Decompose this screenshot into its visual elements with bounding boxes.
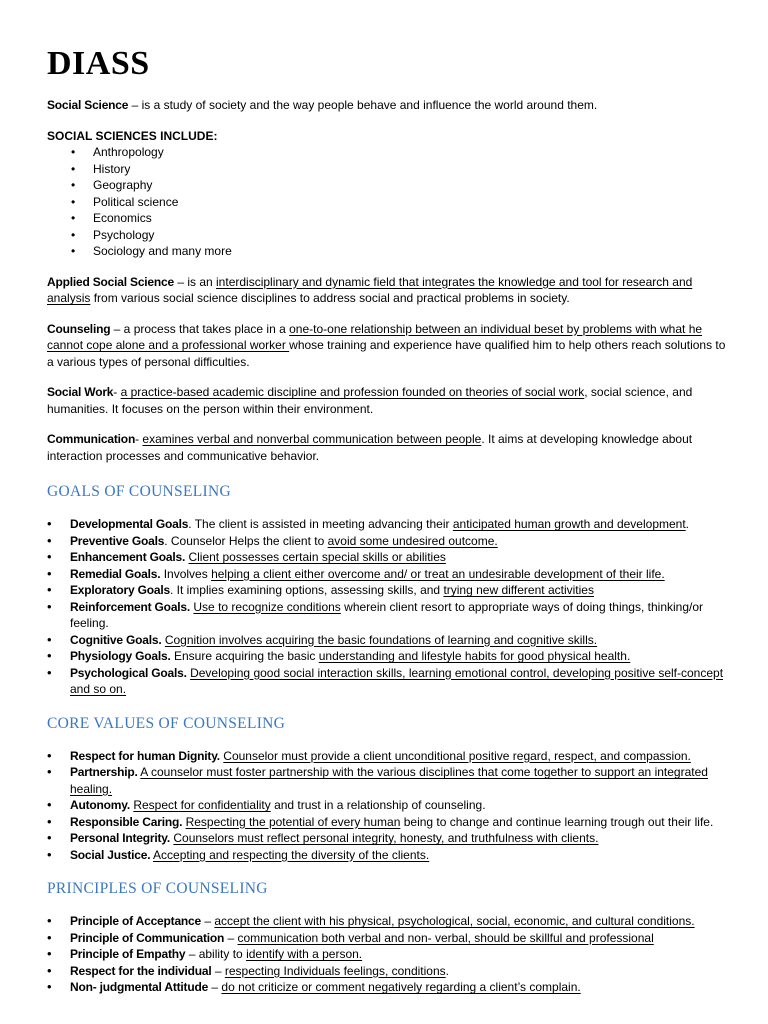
- list-item: • Cognitive Goals. Cognition involves acquiring the basic foundations of learning and cognitive skills.: [47, 632, 727, 649]
- list-item: • Psychology: [47, 227, 727, 244]
- document-page: [47, 44, 727, 1012]
- list-item: • Geography: [47, 177, 727, 194]
- applied-social-science-definition: Applied Social Science – is an interdisciplinary and dynamic field that integrates the knowledge and tool for research and analysis from various social science disciplines to address social and practical problems in society.: [47, 274, 693, 305]
- list-item: • Personal Integrity. Counselors must reflect personal integrity, honesty, and truthfulness with clients.: [47, 830, 727, 847]
- list-item: • Sociology and many more: [47, 243, 727, 260]
- list-item: • Anthropology: [47, 144, 727, 161]
- list-item: • Economics: [47, 210, 727, 227]
- social-sciences-list: [47, 144, 727, 260]
- list-item: • Principle of Communication – communication both verbal and non- verbal, should be skillful and professional: [47, 930, 727, 947]
- social-sciences-include-heading: SOCIAL SCIENCES INCLUDE:: [47, 128, 218, 143]
- list-item: • Psychological Goals. Developing good social interaction skills, learning emotional control, developing positive self-concept and so on.: [47, 665, 727, 698]
- principles-list: [47, 913, 727, 996]
- list-item: • Remedial Goals. Involves helping a client either overcome and/ or treat an undesirable development of their life.: [47, 566, 727, 583]
- counseling-definition: Counseling – a process that takes place in a one-to-one relationship between an individual beset by problems with what he cannot cope alone and a professional worker whose training and experience have qualified him to help others reach solutions to a various types of personal difficulties.: [47, 321, 726, 369]
- list-item: • Responsible Caring. Respecting the potential of every human being to change and continue learning trough out their life.: [47, 814, 727, 831]
- list-item: • Political science: [47, 194, 727, 211]
- list-item: • Principle of Empathy – ability to identify with a person.: [47, 946, 727, 963]
- page-title: DIASS: [47, 45, 150, 82]
- list-item: • Exploratory Goals. It implies examining options, assessing skills, and trying new different activities: [47, 582, 727, 599]
- goals-heading: GOALS OF COUNSELING: [47, 483, 231, 500]
- list-item: • Principle of Acceptance – accept the client with his physical, psychological, social, economic, and cultural conditions.: [47, 913, 727, 930]
- list-item: • Social Justice. Accepting and respecting the diversity of the clients.: [47, 847, 727, 864]
- list-item: • Respect for the individual – respecting Individuals feelings, conditions.: [47, 963, 727, 980]
- list-item: • Physiology Goals. Ensure acquiring the basic understanding and lifestyle habits for good physical health.: [47, 648, 727, 665]
- communication-definition: Communication- examines verbal and nonverbal communication between people. It aims at developing knowledge about interaction processes and communicative behavior.: [47, 432, 693, 463]
- list-item: • Non- judgmental Attitude – do not criticize or comment negatively regarding a client’s complain.: [47, 979, 727, 996]
- list-item: • Autonomy. Respect for confidentiality and trust in a relationship of counseling.: [47, 797, 727, 814]
- principles-heading: PRINCIPLES OF COUNSELING: [47, 880, 268, 897]
- list-item: • History: [47, 161, 727, 178]
- core-values-heading: CORE VALUES OF COUNSELING: [47, 714, 286, 732]
- social-science-definition: Social Science – is a study of society and the way people behave and influence the world around them.: [47, 98, 598, 112]
- list-item: • Partnership. A counselor must foster partnership with the various disciplines that come together to support an integrated healing.: [47, 764, 727, 797]
- social-work-definition: Social Work- a practice-based academic discipline and profession founded on theories of social work, social science, and humanities. It focuses on the person within their environment.: [47, 385, 693, 416]
- list-item: • Enhancement Goals. Client possesses certain special skills or abilities: [47, 549, 727, 566]
- list-item: • Developmental Goals. The client is assisted in meeting advancing their anticipated human growth and development.: [47, 516, 727, 533]
- list-item: • Reinforcement Goals. Use to recognize conditions wherein client resort to appropriate ways of doing things, thinking/or feeling.: [47, 599, 727, 632]
- goals-list: [47, 516, 727, 698]
- core-values-list: [47, 748, 727, 864]
- term: Social Science: [47, 98, 129, 112]
- list-item: • Preventive Goals. Counselor Helps the client to avoid some undesired outcome.: [47, 533, 727, 550]
- list-item: • Respect for human Dignity. Counselor must provide a client unconditional positive regard, respect, and compassion.: [47, 748, 727, 765]
